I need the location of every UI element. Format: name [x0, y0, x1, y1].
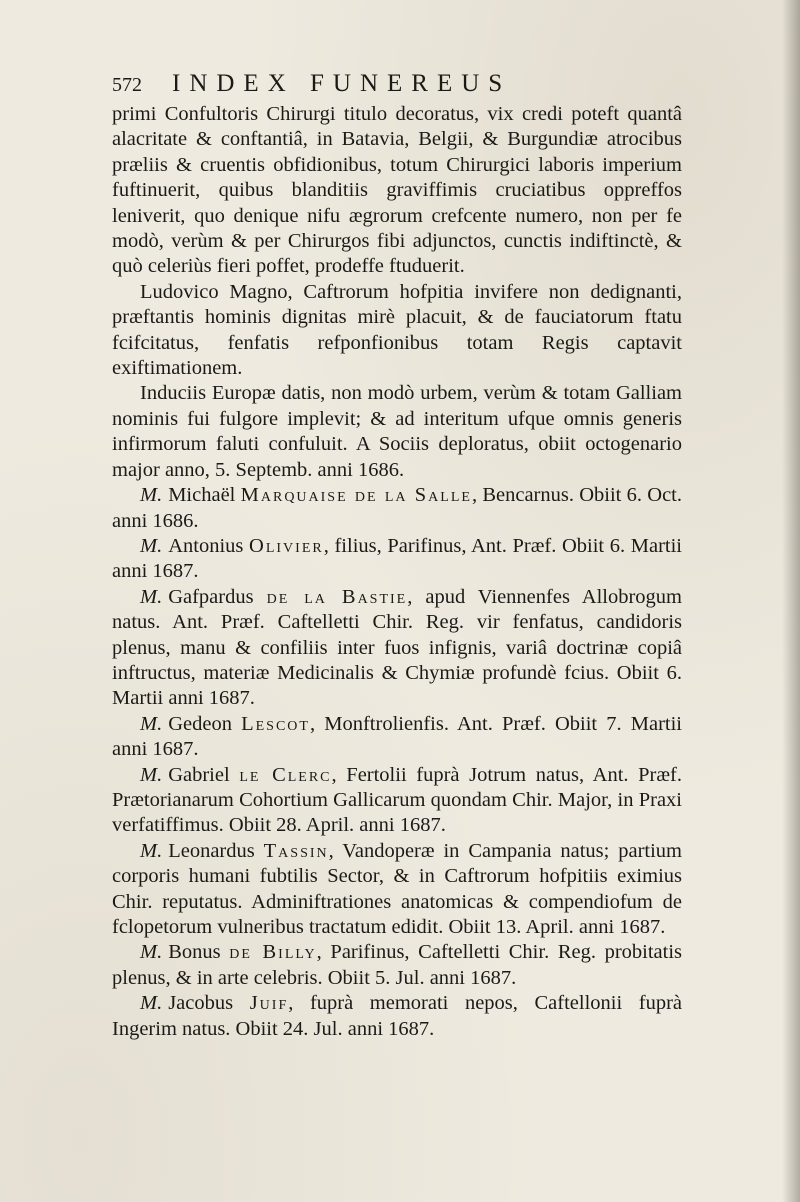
- entry-surname: Tassin: [263, 839, 329, 862]
- obituary-entry: [112, 534, 682, 585]
- entry-surname: le Clerc: [239, 763, 332, 786]
- entry-text: , Vandoperæ in Campania natus; partium corporis humani fubtilis Sector, & in Caftrorum hofpitiis eximius Chir. reputatus. Adminiftrationes anatomicas & compendiofum de fclopetorum vulneribus tractatum edidit. Obiit 13. April. anni 1687.: [112, 839, 682, 938]
- paragraph-continuation: primi Confultoris Chirurgi titulo decoratus, vix credi poteft quantâ alacritate & conftantiâ, in Batavia, Belgii, & Burgundiæ atrocibus præliis & cruentis obfidionibus, totum Chirurgici laboris imperium fuftinuerit, quibus blanditiis graviffimis cruciatibus oppreffos leniverit, quo denique nifu ægrorum crefcente numero, non per fe modò, verùm & per Chirurgos fibi adjunctos, cunctis indiftinctè, & quò celeriùs fieri poffet, prodeffe ftuduerit.: [112, 103, 682, 278]
- page-number: 572: [112, 74, 142, 96]
- entry-marker: M.: [140, 484, 163, 507]
- entry-name: Bonus: [168, 941, 221, 964]
- obituary-entry: [112, 483, 682, 534]
- entry-surname: Juif: [249, 992, 289, 1015]
- obituary-entry: [112, 585, 682, 712]
- entry-text: , fuprà memorati nepos, Caftellonii fuprà Ingerim natus. Obiit 24. Jul. anni 1687.: [112, 992, 682, 1040]
- entry-text: , Monftrolienfis. Ant. Præf. Obiit 7. Martii anni 1687.: [112, 712, 682, 761]
- running-title: INDEX FUNEREUS: [172, 70, 512, 97]
- entry-text: , Fertolii fuprà Jotrum natus, Ant. Præf. Prætorianarum Cohortium Gallicarum quondam Chir. Major, in Praxi verfatiffimus. Obiit 28. April. anni 1687.: [112, 763, 683, 837]
- entry-surname: Marquaise de la Salle: [240, 484, 472, 507]
- entry-marker: M.: [140, 839, 163, 862]
- entry-name: Jacobus: [168, 992, 234, 1015]
- entry-name: Gafpardus: [168, 585, 254, 608]
- entry-marker: M.: [140, 585, 163, 608]
- entry-text: , filius, Parifinus, Ant. Præf. Obiit 6. Martii anni 1687.: [112, 534, 682, 583]
- entry-marker: M.: [140, 941, 163, 964]
- entry-marker: M.: [140, 992, 163, 1015]
- entry-surname: de Billy: [229, 941, 317, 964]
- entry-text: , Parifinus, Caftelletti Chir. Reg. probitatis plenus, & in arte celebris. Obiit 5. Jul. anni 1687.: [112, 941, 683, 989]
- entry-name: Antonius: [168, 534, 244, 557]
- page-edge-shadow: [782, 0, 800, 1202]
- entry-name: Gabriel: [168, 763, 230, 786]
- obituary-entry: [112, 763, 682, 839]
- entry-name: Gedeon: [168, 712, 232, 735]
- entry-marker: M.: [140, 763, 163, 786]
- paragraph-ludovico: Ludovico Magno, Caftrorum hofpitia invifere non dedignanti, præftantis hominis dignitas mirè placuit, & de fauciatorum ftatu fcifcitatus, fenfatis refponfionibus totam Regis captavit exiftimationem.: [112, 280, 682, 380]
- entry-text: , Bencarnus. Obiit 6. Oct. anni 1686.: [112, 484, 683, 532]
- text-body: [112, 102, 682, 1042]
- entry-name: Michaël: [168, 484, 236, 507]
- entry-marker: M.: [140, 534, 163, 557]
- obituary-entry: [112, 940, 682, 991]
- obituary-entry: [112, 712, 682, 763]
- entry-marker: M.: [140, 712, 163, 735]
- entry-surname: de la Bastie: [266, 585, 408, 608]
- entry-surname: Olivier: [249, 534, 324, 557]
- obituary-entry: [112, 839, 682, 941]
- obituary-entry: [112, 991, 682, 1042]
- paragraph-induciis: Induciis Europæ datis, non modò urbem, verùm & totam Galliam nominis fui fulgore implevit; & ad interitum ufque omnis generis infirmorum faluti confuluit. A Sociis deploratus, obiit octogenario major anno, 5. Septemb. anni 1686.: [112, 382, 682, 481]
- entry-surname: Lescot: [241, 712, 310, 735]
- entry-text: , apud Viennenfes Allobrogum natus. Ant. Præf. Caftelletti Chir. Reg. vir fenfatus, candidoris plenus, manu & confiliis inter fuos infignis, variâ doctrinæ copiâ inftructus, materiæ Medicinalis & Chymiæ profundè fcius. Obiit 6. Martii anni 1687.: [112, 585, 683, 710]
- entry-name: Leonardus: [168, 839, 255, 862]
- page-header: [112, 70, 672, 102]
